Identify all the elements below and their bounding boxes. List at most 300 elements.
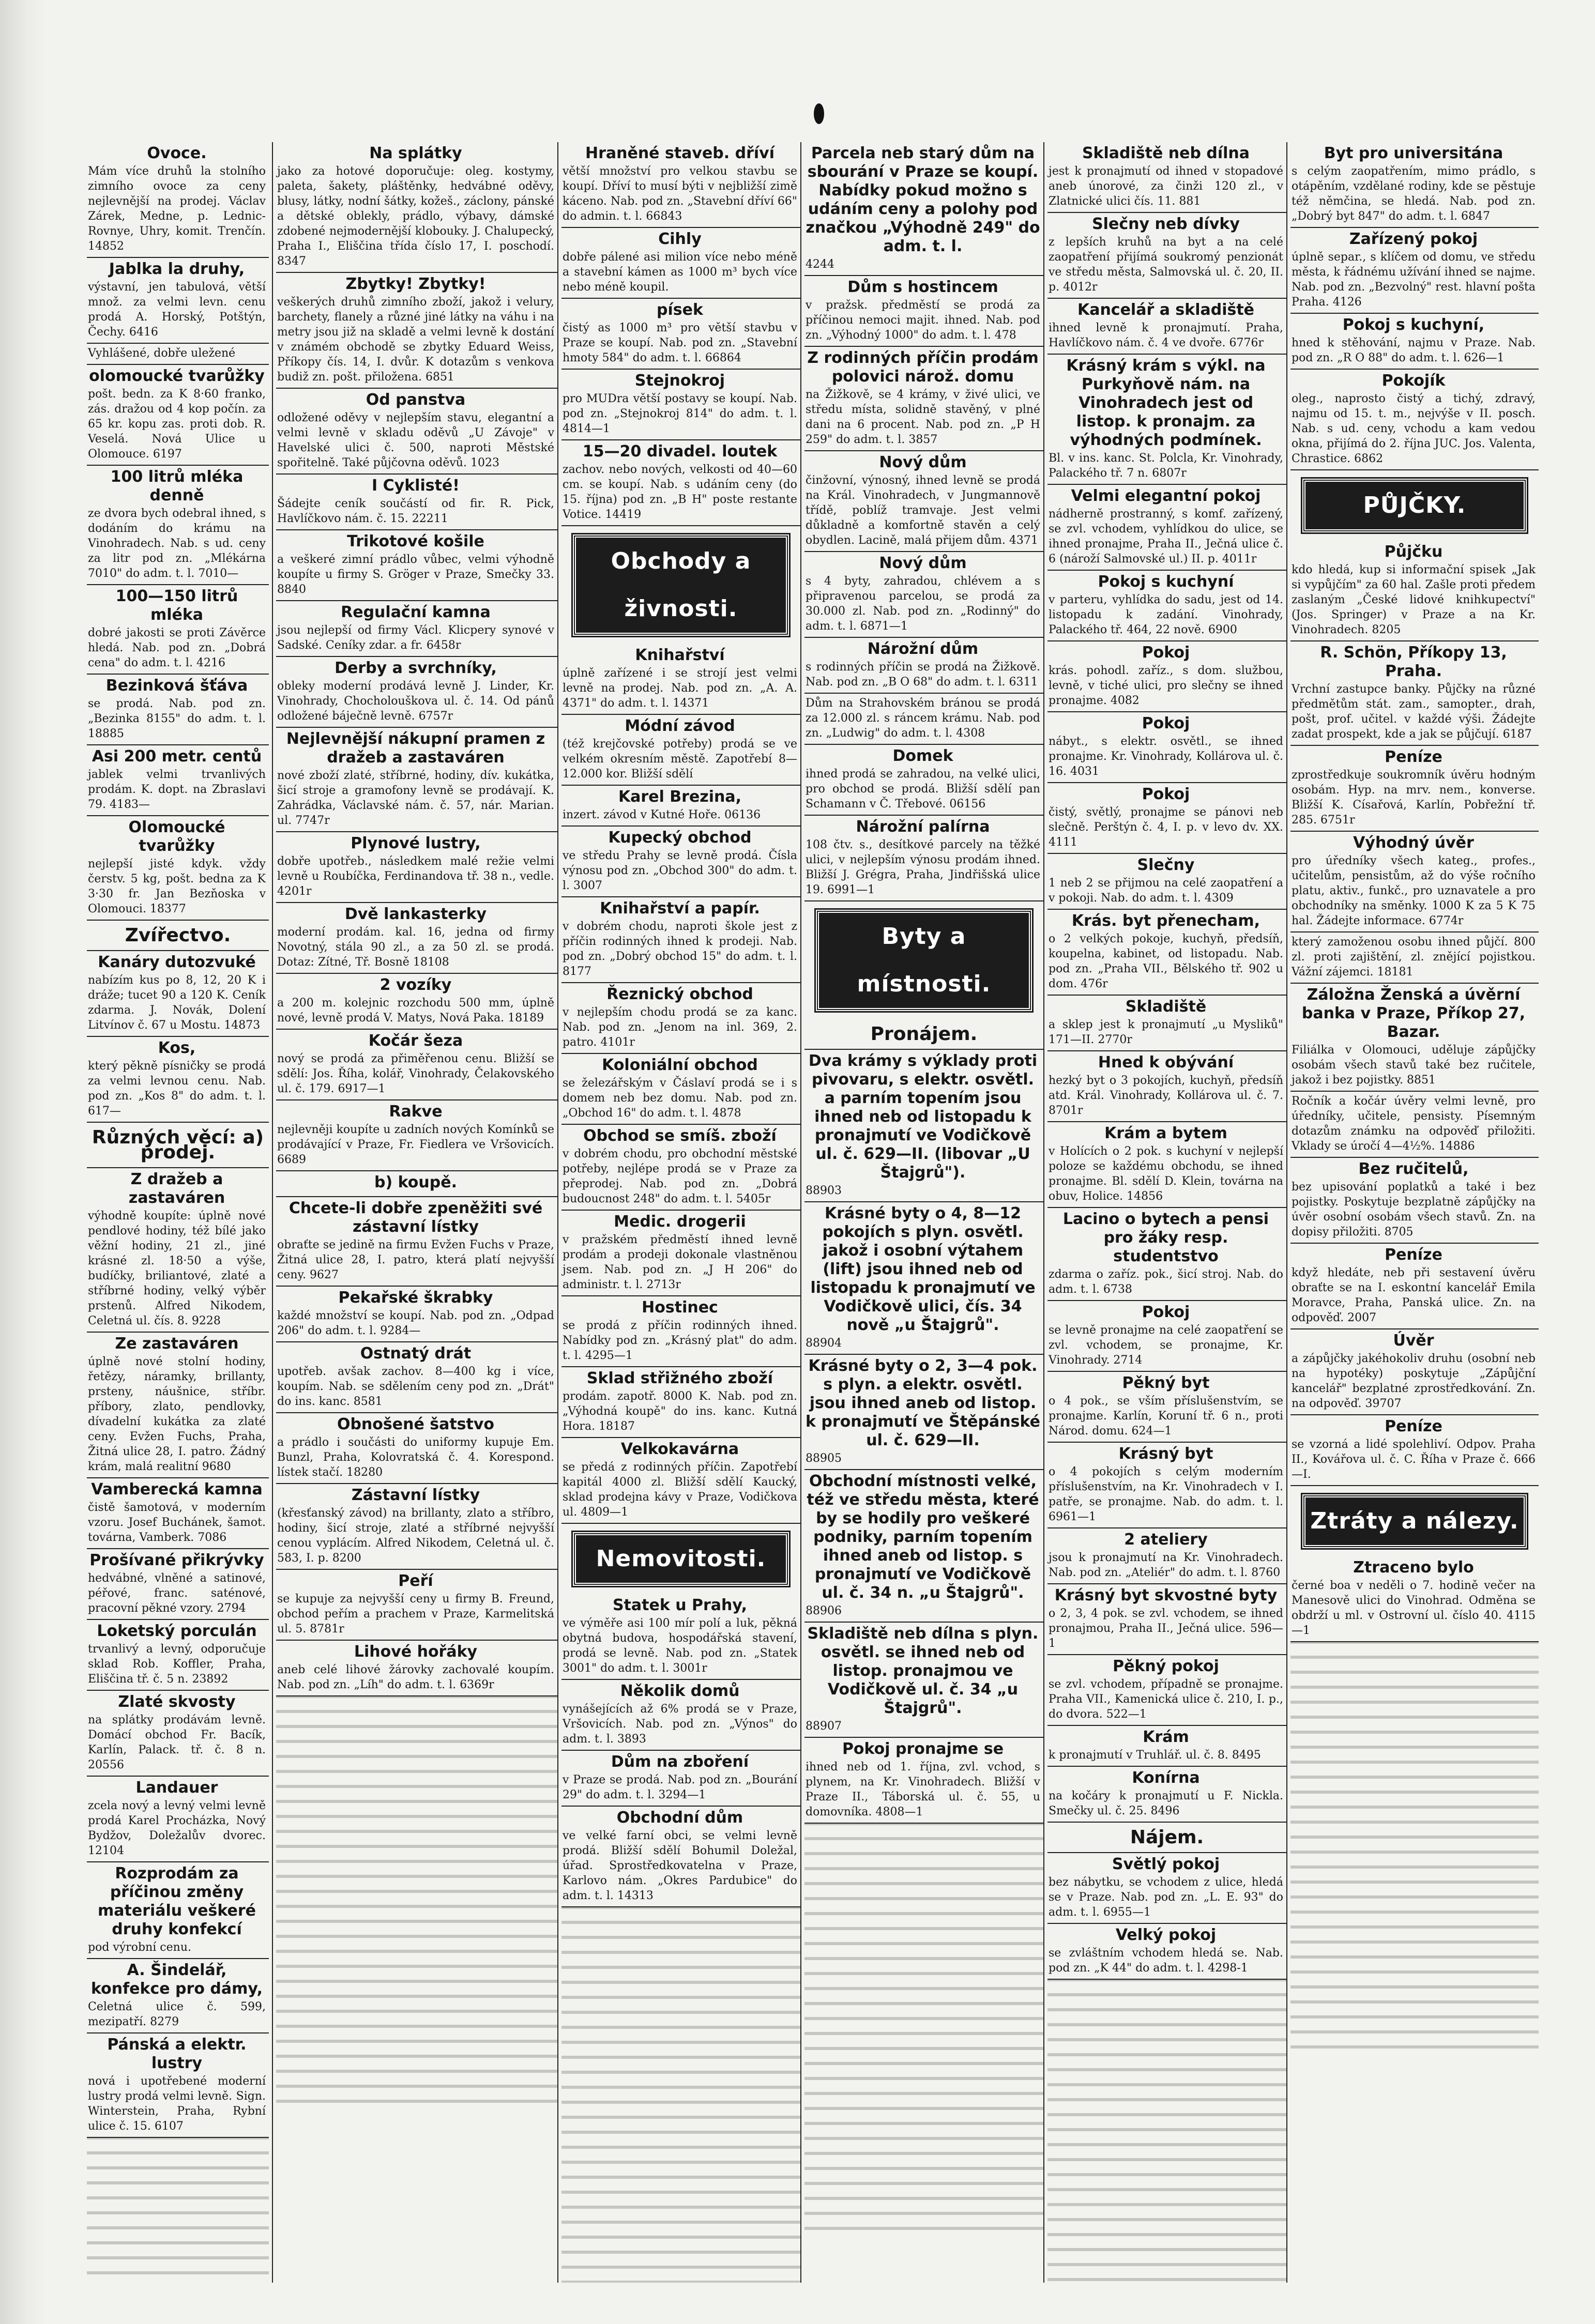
ad-body: dobře upotřeb., následkem malé režie velmi levně u Roubíčka, Ferdinandova tř. 38 n., vedle. 4201r (277, 855, 554, 898)
ad-body: oleg., naprosto čistý a tichý, zdravý, najmu od 15. t. m., nejvýše v II. posch. Nab. s ud. ceny, vchodu a kam vedou okna, přijímá do 2. října JUC. Jos. Valenta, Chrastice. 6862 (1292, 392, 1536, 465)
ad-headline: Jablka la druhy, (109, 260, 245, 278)
ad-headline: Peří (398, 1572, 433, 1590)
ad-headline: Pokoj (1142, 785, 1190, 803)
ad-headline: Peníze (1385, 748, 1442, 766)
ad-headline: Krásný byt skvostné byty (1054, 1586, 1278, 1604)
ad-headline: Krásné byty o 4, 8—12 pokojích s plyn. osvětl. jakož i osobní výtahem (lift) jsou ihned neb od listopadu k pronajmutí ve Vodičkově ulici, čís. 34 nově „u Štajgrů". (810, 1204, 1036, 1334)
ad-headline: Skladiště neb dílna s plyn. osvětl. se ihned neb od listop. pronajmou ve Vodičkově ul. č. 34 „u Štajgrů". (807, 1625, 1039, 1717)
ad-headline: Lihové hořáky (354, 1643, 478, 1661)
ad-headline: Dvě lankasterky (344, 905, 487, 923)
ad-body: čistý, světlý, pronajme se pánovi neb slečně. Perštýn č. 4, I. p. v levo dv. XX. 4111 (1049, 806, 1283, 849)
ad-headline: Lacino o bytech a pensi pro žáky resp. studentstvo (1062, 1210, 1269, 1265)
ad-headline: Ztraceno bylo (1353, 1558, 1474, 1577)
column-1 (87, 142, 269, 2283)
classified-ad (276, 1030, 557, 1100)
ad-body: 88904 (806, 1337, 842, 1350)
classified-ad (561, 1594, 800, 1680)
classified-ad (804, 142, 1043, 276)
classified-ad (1047, 299, 1286, 355)
ads-group (1047, 142, 1286, 1823)
classified-ad (561, 1367, 800, 1438)
classified-ad (276, 1171, 557, 1197)
ads-group (561, 142, 800, 526)
classified-ad (276, 1100, 557, 1171)
classified-ad (87, 745, 269, 816)
column-3 (557, 142, 800, 2283)
classified-ad (1047, 1528, 1286, 1584)
section-banner-pujcky: PŮJČKY. (1302, 479, 1527, 532)
classified-ad (561, 228, 800, 299)
classified-ad (276, 389, 557, 475)
ad-body: ihned levně k pronajmutí. Praha, Havlíčkovo nám. č. 4 ve dvoře. 6776r (1049, 322, 1283, 349)
classified-ad (561, 983, 800, 1054)
section-banner-byty: Byty a místnosti. (816, 910, 1032, 1011)
classified-ad (1290, 541, 1539, 641)
small-print-texture (1290, 1642, 1539, 2056)
ad-headline: Pokoj (1142, 714, 1190, 732)
ad-body: bez nábytku, se vchodem z ulice, hledá se v Praze. Nab. pod zn. „L. E. 93" do adm. t. l. 6955—1 (1049, 1876, 1283, 1919)
ad-body: zcela nový a levný velmi levně prodá Karel Procházka, Nový Bydžov, Doležalův dvorec. 12104 (88, 1799, 266, 1857)
classified-ad (276, 974, 557, 1030)
ad-headline: Skladiště (1125, 998, 1207, 1016)
classified-ad (561, 1680, 800, 1751)
ad-headline: A. Šindelář, konfekce pro dámy, (91, 1961, 263, 1998)
ad-body: výstavní, jen tabulová, větší množ. za velmi levn. cenu prodá A. Horský, Potštýn, Čechy. 6416 (88, 281, 266, 339)
classified-ad (561, 715, 800, 786)
section-heading: Pronájem. (804, 1019, 1043, 1050)
ad-headline: Pokoj (1142, 644, 1190, 662)
ad-headline: Pokojík (1381, 372, 1446, 390)
ads-group (1290, 142, 1539, 470)
ad-headline: Asi 200 metr. centů (92, 747, 262, 766)
ad-headline: Půjčku (1384, 543, 1443, 561)
ad-body: o 2, 3, 4 pok. se zvl. vchodem, se ihned pronajmou, Praha II., Ječná ulice. 596—1 (1049, 1607, 1283, 1650)
ad-body: trvanlivý a levný, odporučuje sklad Rob. Koffler, Praha, Eliščina tř. č. 5 n. 23892 (88, 1643, 266, 1686)
ad-headline: Krásné byty o 2, 3—4 pok. s plyn. a elektr. osvětl. jsou ihned aneb od listop. k pronajmutí ve Štěpánské ul. č. 629—II. (806, 1357, 1040, 1449)
classified-ad (1047, 1372, 1286, 1443)
ad-headline: Medic. drogerii (614, 1213, 746, 1231)
ad-headline: Rakve (389, 1103, 443, 1121)
section-banner-ztraty: Ztráty a nálezy. (1302, 1494, 1527, 1548)
ad-body: v pražském předměstí ihned levně prodám a prodeji dokonale vlastněnou jsem. Nab. pod zn. „J H 206" do administr. t. l. 2713r (563, 1233, 797, 1291)
ad-body: odložené oděvy v nejlepším stavu, elegantní a velmi levně v skladu oděvů „U Závoje" v Havelské ulici č. 500, naproti Městské spořitelně. Také půjčovna oděvů. 1023 (277, 411, 554, 469)
classified-ad (1047, 142, 1286, 213)
ad-body: o 4 pokojích s celým moderním příslušenstvím, na Kr. Vinohradech v I. patře, se pronajme. Nab. do adm. t. l. 6961—1 (1049, 1465, 1283, 1523)
ad-body: na Žižkově, se 4 krámy, v živé ulici, ve středu místa, solidně stavěný, v plné dani na 6 procent. Nab. pod zn. „P H 259" do adm. t. l. 3857 (806, 388, 1040, 446)
ad-headline: R. Schön, Příkopy 13, Praha. (1320, 644, 1507, 680)
ad-headline: Světlý pokoj (1112, 1855, 1220, 1873)
classified-ad (804, 816, 1043, 901)
classified-ad (1290, 932, 1539, 984)
ad-body: Vyhlášené, dobře uležené (88, 347, 236, 360)
small-print-texture (804, 1824, 1043, 2237)
classified-ad (87, 258, 269, 344)
classified-ad (804, 745, 1043, 816)
classified-ad (87, 344, 269, 365)
column-6 (1286, 142, 1539, 2283)
ad-headline: Úvěr (1393, 1332, 1434, 1350)
classified-ad (87, 1862, 269, 1959)
ad-headline: Dva krámy s výklady proti pivovaru, s elektr. osvětl. a parním topením jsou ihned neb od listopadu k pronajmutí ve Vodičkově ul. č. 629—II. (libovar „U Štajgrů"). (808, 1052, 1038, 1182)
ad-body: upotřeb. avšak zachov. 8—400 kg i více, koupím. Nab. se sdělením ceny pod zn. „Drát" do ins. kanc. 8581 (277, 1365, 554, 1408)
classified-ad (87, 2034, 269, 2138)
ad-headline: Koloniální obchod (602, 1056, 758, 1074)
ad-headline: Chcete-li dobře zpeněžiti své zástavní lístky (288, 1199, 543, 1236)
ad-body: se prodá. Nab. pod zn. „Bezinka 8155" do adm. t. l. 18885 (88, 697, 266, 740)
classified-ad (276, 657, 557, 728)
classified-ad (1047, 485, 1286, 571)
ad-body: se vzorná a lidé spolehliví. Odpov. Praha II., Kovářova ul. č. C. Říha v Praze č. 666—I. (1292, 1438, 1536, 1481)
classified-ad (87, 142, 269, 258)
ad-body: s celým zaopatřením, mimo prádlo, s otápěním, vzdělané rodiny, kde se pěstuje též němčina, se hledá. Nab. pod zn. „Dobrý byt 847" do adm. t. l. 6847 (1292, 165, 1536, 223)
classified-ad (804, 552, 1043, 638)
ad-body: veškerých druhů zimního zboží, jakož i velury, barchety, flanely a různé jiné látky na váhu i na metry jsou již na skladě a velmi levně k dostání v známém obchodě se zbytky Eduard Weiss, Příkopy čís. 14, I. dvůr. K dotazům s venkova budiž zn. pošt. přiložena. 6851 (277, 296, 554, 384)
classified-ad (804, 451, 1043, 552)
ad-body: který zamoženou osobu ihned půjčí. 800 zl. proti zajištění, zl. znějící pojistkou. Vážní zájemci. 18181 (1292, 936, 1536, 978)
ad-body: pro úředníky všech kateg., profes., učitelům, pensistům, až do výše ročního platu, aktiv., funkč., pro uznavatele a pro obchodníky na směnky. 1000 K za 5 K 75 hal. Žádejte informace. 6774r (1292, 854, 1536, 927)
ad-body: pošt. bedn. za K 8·60 franko, zás. dražou od 4 kop počín. za 65 kr. kopu zas. proti dob. R. Veselá. Nová Ulice u Olomouce. 6197 (88, 388, 266, 461)
classified-ad (1047, 1726, 1286, 1767)
classified-ad (804, 1355, 1043, 1470)
classified-ad (1290, 142, 1539, 228)
ad-headline: Pokoj pronajme se (842, 1740, 1004, 1758)
classified-ad (87, 1777, 269, 1862)
classified-ad (87, 816, 269, 921)
ad-body: úplně nové stolní hodiny, řetězy, náramky, brillanty, prsteny, náušnice, stříbr. příbory, zlato, pendlovky, dívadelní kukátka za zlaté ceny. Evžen Fuchs, Praha, Žitná ulice 28, I. patro. Žádný krám, malá realitní 9680 (88, 1355, 266, 1473)
classified-ad (1047, 1051, 1286, 1122)
ad-headline: Byt pro universitána (1324, 144, 1503, 162)
classified-ad (1290, 832, 1539, 932)
ad-body: když hledáte, neb při sestavení úvěru obraťte se na I. eskontní kancelář Emila Moravce, Praha, Panská ulice. Zn. na odpověď. 2007 (1292, 1266, 1536, 1324)
ad-headline: Pěkný pokoj (1113, 1657, 1219, 1675)
ad-headline: b) koupě. (374, 1173, 457, 1191)
classified-ad (561, 897, 800, 983)
ads-group (1047, 1853, 1286, 1980)
ad-body: a veškeré zimní prádlo vůbec, velmi výhodně koupíte u firmy S. Gröger v Praze, Smečky 33. 8840 (277, 553, 554, 596)
ad-headline: olomoucké tvarůžky (89, 367, 265, 385)
ad-body: každé množství se koupí. Nab. pod zn. „Odpad 206" do adm. t. l. 9284— (277, 1309, 554, 1337)
ad-body: Bl. v ins. kanc. St. Polcla, Kr. Vinohrady, Palackého tř. 7 n. 6807r (1049, 452, 1283, 480)
ad-body: ve středu Prahy se levně prodá. Čísla výnosu pod zn. „Obchod 300" do adm. t. l. 3007 (563, 849, 797, 892)
ad-body: 1 neb 2 se přijmou na celé zaopatření a v pokoji. Nab. do adm. t. l. 4309 (1049, 877, 1283, 905)
ad-body: úplně zařízené i se strojí jest velmi levně na prodej. Nab. pod zn. „A. A. 4371" do adm. t. l. 14371 (563, 667, 797, 710)
ad-body: Mám více druhů la stolního zimního ovoce za ceny nejlevnější na prodej. Václav Zárek, Medne, p. Lednic-Rovnye, Uhry, komit. Trenčín. 14852 (88, 165, 266, 253)
classified-ad (804, 276, 1043, 347)
ad-body: Vrchní zastupce banky. Půjčky na různé předmětům stát. zam., samopter., drah, pošt, prof. učitel. v každé výši. Žádejte zadat prospekt, kde a jak se půjčují. 6187 (1292, 683, 1536, 741)
ad-body: bez upisování poplatků a také i bez pojistky. Poskytuje bezplatně zápůjčky na úvěr osobní osobám všech stavů. Zn. na dopisy přiložiti. 8705 (1292, 1181, 1536, 1239)
ad-body: v Praze se prodá. Nab. pod zn. „Bourání 29" do adm. t. l. 3294—1 (563, 1773, 797, 1801)
ad-headline: Obnošené šatstvo (337, 1415, 495, 1433)
ad-headline: Zařízený pokoj (1349, 230, 1478, 248)
ad-headline: Peníze (1385, 1246, 1442, 1264)
classified-ad (1047, 783, 1286, 854)
ad-body: dobré jakosti se proti Závěrce hledá. Nab. pod zn. „Dobrá cena" do adm. t. l. 4216 (88, 626, 266, 669)
ad-body: v dobrém chodu, naproti škole jest z příčin rodinných ihned k prodeji. Nab. pod zn. „Dobrý obchod 15" do adm. t. l. 8177 (563, 920, 797, 978)
ad-body: nádherně prostranný, s komf. zařízený, se zvl. vchodem, vyhlídkou do ulice, se ihned pronajme, Praha II., Ječná ulice č. 6 (nároží Salmovské ul.) II. p. 4011r (1049, 508, 1283, 565)
ad-body: hedvábné, vlněné a satinové, péřové, franc. saténové, pracovní pěkné vzory. 2794 (88, 1572, 266, 1615)
ad-body: ve velké farní obci, se velmi levně prodá. Bližší sdělí Bohumil Doležal, úřad. Sprostředkovatelna v Praze, Karlovo nám. „Okres Pardubice" do adm. t. l. 14313 (563, 1829, 797, 1902)
ad-headline: Krám a bytem (1104, 1124, 1227, 1142)
ad-headline: Regulační kamna (341, 603, 491, 621)
ad-body: a sklep jest k pronajmutí „u Mysliků" 171—II. 2770r (1049, 1018, 1283, 1046)
ads-group (561, 1594, 800, 1907)
ads-group (561, 644, 800, 1524)
classified-ad (1047, 1584, 1286, 1655)
column-5 (1043, 142, 1286, 2283)
classified-ad (1047, 641, 1286, 712)
ad-headline: Trikotové košile (347, 532, 484, 551)
ad-body: zachov. nebo nových, velkosti od 40—60 cm. se koupí. Nab. s udáním ceny (do 15. října) pod zn. „B H" poste restante Votice. 14419 (563, 463, 797, 521)
classified-ad (87, 1168, 269, 1333)
classified-ad (804, 347, 1043, 451)
classified-ad (561, 1211, 800, 1296)
classified-ad (1047, 910, 1286, 996)
classified-ad (276, 530, 557, 601)
ad-body: 88903 (806, 1184, 842, 1197)
ad-headline: Krás. byt přenecham, (1071, 912, 1260, 930)
classified-ad (1290, 228, 1539, 314)
ad-body: aneb celé lihové žárovky zachovalé koupím. Nab. pod zn. „Líh" do adm. t. l. 6369r (277, 1663, 554, 1691)
classified-ad (1047, 1208, 1286, 1301)
classified-ad (1290, 1158, 1539, 1244)
ad-body: čistě šamotová, v moderním vzoru. Josef Buchánek, šamot. továrna, Vamberk. 7086 (88, 1501, 266, 1544)
ad-body: výhodně koupíte: úplně nové pendlové hodiny, též bílé jako věžní hodiny, 21 zl., jiné krásné zl. 18·50 a výše, budíčky, briliantové, zlaté a stříbrné hodiny, velký výběr prstenů. Alfred Nikodem, Celetná ul. čís. 8. 9228 (88, 1210, 266, 1327)
classified-ad (561, 1054, 800, 1125)
ad-body: se prodá z příčin rodinných ihned. Nabídky pod zn. „Krásný plat" do adm. t. l. 4295—1 (563, 1319, 797, 1362)
classified-ad (804, 1202, 1043, 1355)
ad-body: jest k pronajmutí od ihned v stopadové aneb únorové, za činži 120 zl., v Zlatnické ulici čís. 11. 881 (1049, 165, 1283, 208)
ad-headline: Pokoj s kuchyní, (1342, 316, 1485, 334)
ad-body: (křesťanský závod) na brillanty, zlato a stříbro, hodiny, šicí stroje, zlaté a stříbrné nejvyšší cenou vyplácím. Alfred Nikodem, Celetná ul. č. 583, I. p. 8200 (277, 1507, 554, 1565)
ad-headline: Nejlevnější nákupní pramen z dražeb a zastaváren (286, 730, 545, 767)
ad-body: v parteru, vyhlídka do sadu, jest od 14. listopadu k zadání. Vinohrady, Palackého tř. 464, 22 nově. 6900 (1049, 593, 1283, 636)
classified-ad (1047, 1122, 1286, 1208)
column-4 (800, 142, 1043, 2283)
classified-ad (276, 1287, 557, 1342)
ad-headline: Krásný krám s výkl. na Purkyňově nám. na Vinohradech jest od listop. k pronajm. za výhodných podmínek. (1066, 357, 1266, 449)
ad-body: na splátky prodávám levně. Domácí obchod Fr. Bacík, Karlín, Palack. tř. č. 8 n. 20556 (88, 1714, 266, 1771)
classified-ad (276, 142, 557, 273)
classified-ad (561, 299, 800, 370)
ads-group (276, 142, 557, 1696)
ad-headline: Kos, (158, 1039, 196, 1057)
classified-ad (561, 440, 800, 526)
ad-body: krás. pohodl. zaříz., s dom. službou, levně, v tiché ulici, pro slečny se ihned pronajme. 4082 (1049, 664, 1283, 707)
ad-body: z lepších kruhů na byt a na celé zaopatření přijímá soukromý penzionát ve středu města, Salmovská ul. č. 20, II. p. 4012r (1049, 236, 1283, 294)
ad-body: se železářským v Čáslaví prodá se i s domem neb bez domu. Nab. pod zn. „Obchod 16" do adm. t. l. 4878 (563, 1077, 797, 1120)
ad-body: větší množství pro velkou stavbu se koupí. Dříví to musí býti v nejbližší zimě káceno. Nab. pod zn. „Stavební dříví 66" do admin. t. l. 66843 (563, 165, 797, 223)
ad-headline: Pekařské škrabky (338, 1289, 493, 1307)
section-banner-obchody: Obchody a živnosti. (573, 534, 789, 636)
classified-ad (87, 365, 269, 466)
ad-body: pro MUDra větší postavy se koupí. Nab. pod zn. „Stejnokroj 814" do adm. t. l. 4814—1 (563, 392, 797, 435)
section-banner-nemovitosti: Nemovitosti. (573, 1532, 789, 1586)
ad-headline: Parcela neb starý dům na sbourání v Praze se koupí. Nabídky pokud možno s udáním ceny a polohy pod značkou „Výhodně 249" do adm. t. l. (806, 144, 1040, 255)
ad-headline: Nárožní palírna (856, 818, 990, 836)
ads-group (1290, 1556, 1539, 1642)
ads-group (804, 1050, 1043, 1824)
classified-ad (87, 675, 269, 745)
ad-body: moderní prodám. kal. 16, jedna od firmy Novotný, stála 90 zl., a za 50 zl. se prodá. Dotaz: Zítné, Tř. Bosně 18108 (277, 926, 554, 969)
classified-ad (561, 370, 800, 440)
ad-headline: Rozprodám za příčinou změny materiálu veškeré druhy konfekcí (98, 1864, 256, 1938)
ad-body: kdo hledá, kup si informační spisek „Jak si vypůjčím" za 60 hal. Zašle proti předem zaslaným „České lidové knihkupectví" (Jos. Springer) v Praze a na Kr. Vinohradech. 8205 (1292, 563, 1536, 636)
ad-headline: Knihařství a papír. (600, 899, 760, 918)
ad-body: hned k stěhování, najmu v Praze. Nab. pod zn. „R O 88" do adm. t. l. 626—1 (1292, 337, 1536, 364)
ad-headline: 100 litrů mléka denně (110, 468, 244, 504)
classified-ad (1290, 1556, 1539, 1642)
ad-body: 88906 (806, 1604, 842, 1617)
classified-ad (561, 1438, 800, 1524)
column-2 (272, 142, 557, 2283)
classified-ad (1047, 1443, 1286, 1528)
ad-headline: Pokoj (1142, 1303, 1190, 1321)
ad-body: jako za hotové doporučuje: oleg. kostymy, paleta, šakety, pláštěnky, hedvábné oděvy, blusy, látky, nodní šátky, kožeš., záclony, pánské a dětské oblekly, prádlo, výbavy, dámské zdobené nejmodernější klobouky. J. Chalupecký, Praha I., Eliščina třída číslo 17, I. poschodí. 8347 (277, 165, 554, 268)
ad-body: ze dvora bych odebral ihned, s dodáním do krámu na Vinohradech. Nab. s ud. ceny za litr pod zn. „Mlékárna 7010" do adm. t. l. 7010— (88, 507, 266, 580)
classified-ad (276, 1570, 557, 1641)
ad-headline: Velký pokoj (1115, 1926, 1217, 1944)
ad-body: zdarma o zaříz. pok., šicí stroj. Nab. do adm. t. l. 6738 (1049, 1268, 1283, 1296)
ad-body: Dům na Strahovském bránou se prodá za 12.000 zl. s ráncem krámu. Nab. pod zn. „Ludwig" do adm. t. l. 4308 (806, 697, 1040, 740)
ad-body: o 4 pok., se vším příslušenstvím, se pronajme. Karlín, Koruní tř. 6 n., proti Národ. domu. 624—1 (1049, 1395, 1283, 1438)
ad-headline: Dům s hostincem (847, 278, 998, 296)
ad-headline: Kočár šeza (368, 1032, 463, 1050)
ads-group (87, 1168, 269, 2138)
classified-ad (1290, 641, 1539, 746)
ad-body: v dobrém chodu, pro obchodní městské potřeby, nejlépe prodá se v Praze za přeprodej. Nab. pod zn. „Dobrá budoucnost 248" do adm. t. l. 5405r (563, 1148, 797, 1205)
ad-headline: Od panstva (366, 391, 466, 409)
ad-body: Šádejte ceník součástí od fir. R. Pick, Havlíčkovo nám. č. 15. 22211 (277, 497, 554, 525)
ad-body: čistý as 1000 m³ pro větší stavbu v Praze se koupí. Nab. pod zn. „Stavební hmoty 584" do adm. t. l. 66864 (563, 322, 797, 364)
classified-ad (1290, 984, 1539, 1092)
classified-ad (276, 728, 557, 832)
ad-body: 88905 (806, 1452, 842, 1465)
classified-ad (561, 644, 800, 715)
ad-headline: Nový dům (879, 554, 967, 572)
ad-headline: I Cyklisté! (372, 477, 460, 495)
ad-headline: Záložna Ženská a úvěrní banka v Praze, Příkop 27, Bazar. (1301, 986, 1526, 1041)
small-print-texture (87, 2138, 269, 2283)
classified-ad (1047, 1924, 1286, 1980)
ad-headline: Pokoj s kuchyní (1098, 573, 1234, 591)
classified-ad (1047, 1767, 1286, 1823)
classified-ad (276, 1413, 557, 1484)
ad-body: v Holících o 2 pok. s kuchyní v nejlepší poloze se každému obchodu, se ihned pronajme. Bl. sdělí D. Klein, továrna na obuv, Holice. 14856 (1049, 1145, 1283, 1203)
ads-group (87, 142, 269, 921)
classified-ad (276, 601, 557, 657)
ad-body: hezký byt o 3 pokojích, kuchyň, předsíň atd. Král. Vinohrady, Kollárova ul. č. 7. 8701r (1049, 1074, 1283, 1117)
classified-ad (1047, 854, 1286, 910)
ad-headline: Pěkný byt (1122, 1374, 1210, 1392)
ad-body: v pražsk. předměstí se prodá za příčinou nemoci majit. ihned. Nab. pod zn. „Výhodný 1000" do adm. t. l. 478 (806, 299, 1040, 342)
ad-headline: Derby a svrchníky, (335, 659, 497, 677)
ad-headline: Karel Brezina, (618, 788, 742, 806)
ad-headline: Kupecký obchod (608, 829, 752, 847)
ad-headline: Dům na zboření (611, 1753, 749, 1771)
section-heading: Nájem. (1047, 1823, 1286, 1853)
ad-headline: Bez ručitelů, (1358, 1160, 1469, 1178)
ad-headline: Na splátky (369, 144, 462, 162)
classified-ad (1290, 370, 1539, 470)
classified-ad (1290, 1415, 1539, 1486)
ad-headline: Pánská a elektr. lustry (107, 2036, 247, 2072)
ad-body: o 2 velkých pokoje, kuchyň, předsíň, koupelna, kabinet, od listopadu. Nab. pod zn. „Praha VII., Bělského tř. 902 u dom. 476r (1049, 932, 1283, 990)
ad-headline: Z dražeb a zastaváren (128, 1170, 225, 1207)
classified-ad (276, 273, 557, 389)
ad-headline: Ostnatý drát (360, 1344, 472, 1363)
ad-headline: Ovoce. (147, 144, 207, 162)
ad-headline: 15—20 divadel. loutek (582, 442, 778, 461)
ad-headline: Plynové lustry, (351, 834, 481, 852)
ad-body: a 200 m. kolejnic rozchodu 500 mm, úplně nové, levně prodá V. Matys, Nová Paka. 18189 (277, 997, 554, 1025)
ad-body: 88907 (806, 1720, 842, 1733)
classified-ad (87, 585, 269, 675)
ad-headline: Zástavní lístky (351, 1486, 480, 1504)
ad-headline: Nový dům (879, 453, 967, 471)
ad-body: zprostředkuje soukromník úvěru hodným osobám. Hyp. na mrv. nem., konverse. Bližší K. Císařová, Karlín, Pobřežní tř. 285. 6751r (1292, 769, 1536, 827)
ad-body: se levně pronajme na celé zaopatření se zvl. vchodem, se pronajme, Kr. Vinohrady. 2714 (1049, 1324, 1283, 1367)
ad-headline: Řeznický obchod (606, 985, 753, 1003)
ad-headline: Krásný byt (1118, 1445, 1213, 1463)
classified-ad (1290, 1329, 1539, 1415)
ad-body: Celetná ulice č. 599, mezipatří. 8279 (88, 2000, 266, 2028)
classified-ad (1047, 1853, 1286, 1924)
ad-headline: Statek u Prahy, (612, 1596, 748, 1614)
classified-ad (87, 1478, 269, 1549)
ads-group (1290, 541, 1539, 1486)
small-print-texture (276, 1696, 557, 2110)
ad-headline: Zlaté skvosty (118, 1693, 236, 1711)
ad-headline: Módní závod (625, 717, 735, 735)
ad-body: (též krejčovské potřeby) prodá se ve velkém okresním městě. Zapotřebí 8—12.000 kor. Bližší sdělí (563, 738, 797, 781)
ad-headline: Kanáry dutozvuké (98, 953, 256, 971)
ad-body: prodám. zapotř. 8000 K. Nab. pod zn. „Výhodná koupě" do ins. kanc. Kutná Hora. 18187 (563, 1390, 797, 1433)
ad-headline: Vamberecká kamna (91, 1480, 263, 1499)
ad-body: ve výměře asi 100 mír polí a luk, pěkná obytná budova, hospodářská stavení, prodá se levně. Nab. pod zn. „Statek 3001" do adm. t. l. 3001r (563, 1617, 797, 1675)
ad-headline: písek (657, 301, 703, 319)
ad-headline: Z rodinných příčin prodám polovici nárož. domu (807, 349, 1039, 386)
classified-ad (87, 466, 269, 585)
ad-body: se zvl. vchodem, případně se pronajme. Praha VII., Kamenická ulice č. 210, I. p., do dvora. 522—1 (1049, 1678, 1283, 1721)
ad-headline: Sklad střižného zboží (586, 1369, 773, 1387)
classified-ad (804, 1623, 1043, 1738)
ad-headline: Cihly (658, 230, 702, 248)
ad-headline: Olomoucké tvarůžky (128, 818, 225, 855)
classified-ad (1290, 314, 1539, 370)
ad-headline: Nárožní dům (867, 640, 979, 658)
ad-headline: Konírna (1132, 1769, 1200, 1787)
classified-ad (1047, 1655, 1286, 1726)
ad-body: ihned neb od 1. října, zvl. vchod, s plynem, na Kr. Vinohradech. Bližší v Praze II., Táborská ul. č. 55, u domovníka. 4808—1 (806, 1761, 1040, 1818)
ad-body: černé boa v neděli o 7. hodině večer na Manesově ulici do Vinohrad. Odměna se obdrží u ml. v Ostrovní ul. číslo 40. 4115—1 (1292, 1579, 1536, 1637)
ad-body: nejlepší jisté kdyk. vždy čerstv. 5 kg, pošt. bedna za K 3·30 fr. Jan Bezňoska v Olomouci. 18377 (88, 858, 266, 915)
classified-ad (87, 1959, 269, 2034)
ad-headline: Zbytky! Zbytky! (345, 275, 486, 293)
small-print-texture (561, 1907, 800, 2283)
ad-body: 108 čtv. s., desítkové parcely na těžké ulici, v nejlepším výnosu prodám ihned. Bližší J. Grégra, Praha, Jindřišská ulice 19. 6991—1 (806, 838, 1040, 896)
section-heading: Zvířectvo. (87, 921, 269, 951)
ad-body: nový se prodá za přiměřenou cenu. Bližší se sdělí: Jos. Říha, kolář, Vinohrady, Čelakovského ul. č. 179. 6917—1 (277, 1052, 554, 1095)
ad-body: nábyt., s elektr. osvětl., se ihned pronajme. Kr. Vinohrady, Kollárova ul. č. 16. 4031 (1049, 735, 1283, 778)
ad-body: dobře pálené asi milion více nebo méně a stavební kámen as 1000 m³ bych více nebo méně koupil. (563, 251, 797, 294)
classified-ad (561, 1751, 800, 1807)
ad-headline: Skladiště neb dílna (1082, 144, 1250, 162)
ad-headline: Slečny neb dívky (1092, 215, 1240, 233)
ad-headline: Hned k obývání (1098, 1053, 1234, 1072)
classified-ad (561, 1125, 800, 1211)
classified-ad (804, 1050, 1043, 1202)
ad-body: s 4 byty, zahradou, chlévem a s připravenou parcelou, se prodá za 30.000 zl. Nab. pod zn. „Rodinný" do adm. t. l. 6871—1 (806, 575, 1040, 633)
